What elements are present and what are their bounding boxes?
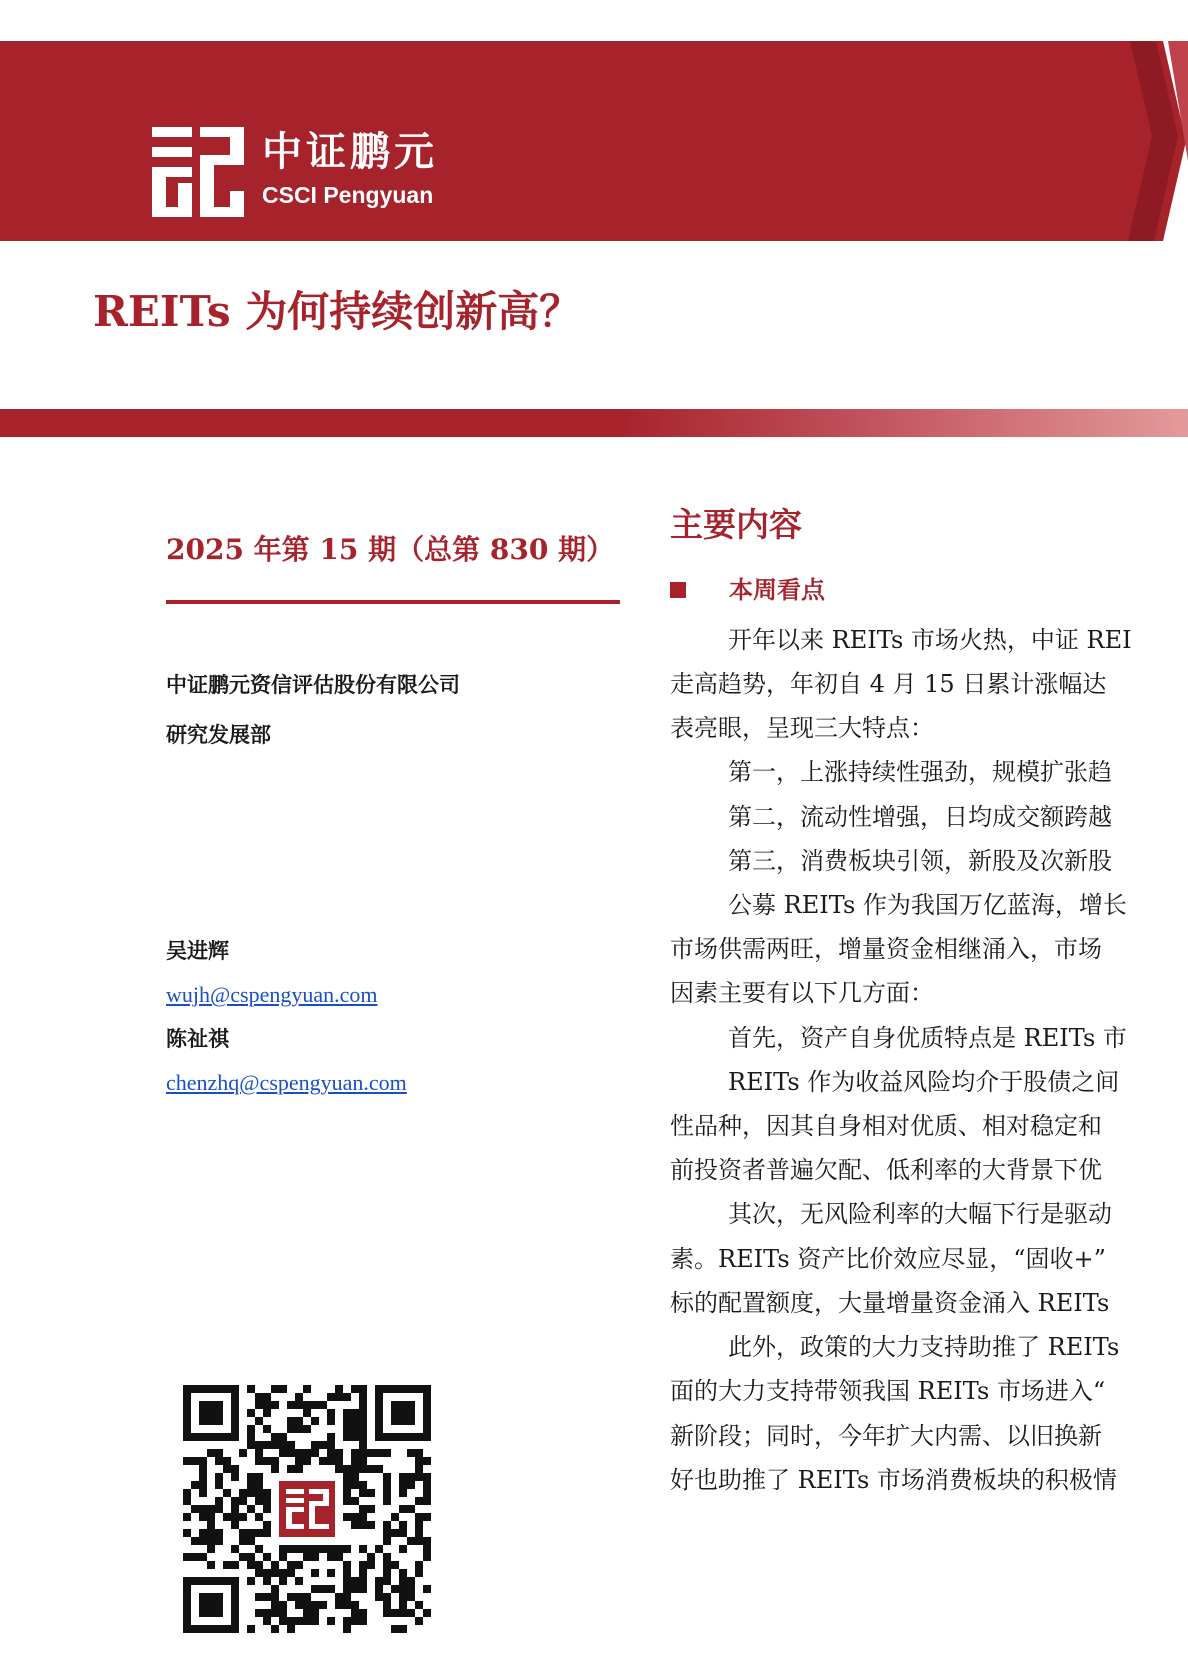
subheading: 本周看点 bbox=[729, 575, 825, 604]
paragraph-line: 市场供需两旺，增量资金相继涌入，市场 bbox=[670, 935, 1102, 963]
author-email-link[interactable]: chenzhq@cspengyuan.com bbox=[166, 1070, 407, 1095]
brand-name-en: CSCI Pengyuan bbox=[262, 182, 434, 208]
paragraph-line: REITs 作为收益风险均介于股债之间 bbox=[728, 1068, 1120, 1096]
issue-number: 2025 年第 15 期（总第 830 期） bbox=[166, 533, 615, 566]
bullet-square-icon bbox=[670, 582, 686, 598]
paragraph-line: 第一，上涨持续性强劲，规模扩张趋 bbox=[728, 758, 1112, 786]
header-banner bbox=[0, 41, 1188, 241]
company-name: 中证鹏元资信评估股份有限公司 bbox=[166, 673, 460, 697]
department-name: 研究发展部 bbox=[166, 723, 271, 747]
paragraph-line: 因素主要有以下几方面： bbox=[670, 979, 934, 1007]
paragraph-line: 表亮眼，呈现三大特点： bbox=[670, 714, 934, 742]
section-title: 主要内容 bbox=[670, 505, 802, 544]
brand-name-cn: 中证鹏元 bbox=[262, 129, 438, 175]
paragraph-line: 走高趋势，年初自 4 月 15 日累计涨幅达 bbox=[670, 670, 1107, 698]
paragraph-line: 开年以来 REITs 市场火热，中证 REI bbox=[728, 626, 1132, 654]
report-title: REITs 为何持续创新高？ bbox=[93, 287, 582, 336]
paragraph-line: 面的大力支持带领我国 REITs 市场进入“ bbox=[670, 1377, 1106, 1405]
paragraph-line: 标的配置额度，大量增量资金涌入 REITs bbox=[670, 1289, 1110, 1317]
paragraph-line: 好也助推了 REITs 市场消费板块的积极情 bbox=[670, 1466, 1117, 1494]
banner-chevron-decoration bbox=[1068, 41, 1188, 241]
paragraph-line: 第三，消费板块引领，新股及次新股 bbox=[728, 847, 1112, 875]
author-name: 吴进辉 bbox=[166, 939, 229, 963]
paragraph-line: 前投资者普遍欠配、低利率的大背景下优 bbox=[670, 1156, 1102, 1184]
author-name: 陈祉祺 bbox=[166, 1027, 229, 1051]
brand-logo-icon bbox=[152, 127, 244, 217]
paragraph-line: 公募 REITs 作为我国万亿蓝海，增长 bbox=[728, 891, 1127, 919]
paragraph-line: 性品种，因其自身相对优质、相对稳定和 bbox=[670, 1112, 1102, 1140]
title-divider-band bbox=[0, 409, 1188, 437]
paragraph-line: 素。REITs 资产比价效应尽显，“固收+” bbox=[670, 1245, 1106, 1273]
paragraph-line: 其次，无风险利率的大幅下行是驱动 bbox=[728, 1200, 1112, 1228]
issue-divider bbox=[166, 600, 620, 604]
paragraph-line: 第二，流动性增强，日均成交额跨越 bbox=[728, 803, 1112, 831]
author-email-link[interactable]: wujh@cspengyuan.com bbox=[166, 982, 378, 1007]
paragraph-line: 首先，资产自身优质特点是 REITs 市 bbox=[728, 1024, 1127, 1052]
paragraph-line: 新阶段；同时，今年扩大内需、以旧换新 bbox=[670, 1422, 1102, 1450]
qr-code-icon[interactable] bbox=[183, 1385, 431, 1633]
paragraph-line: 此外，政策的大力支持助推了 REITs bbox=[728, 1333, 1120, 1361]
